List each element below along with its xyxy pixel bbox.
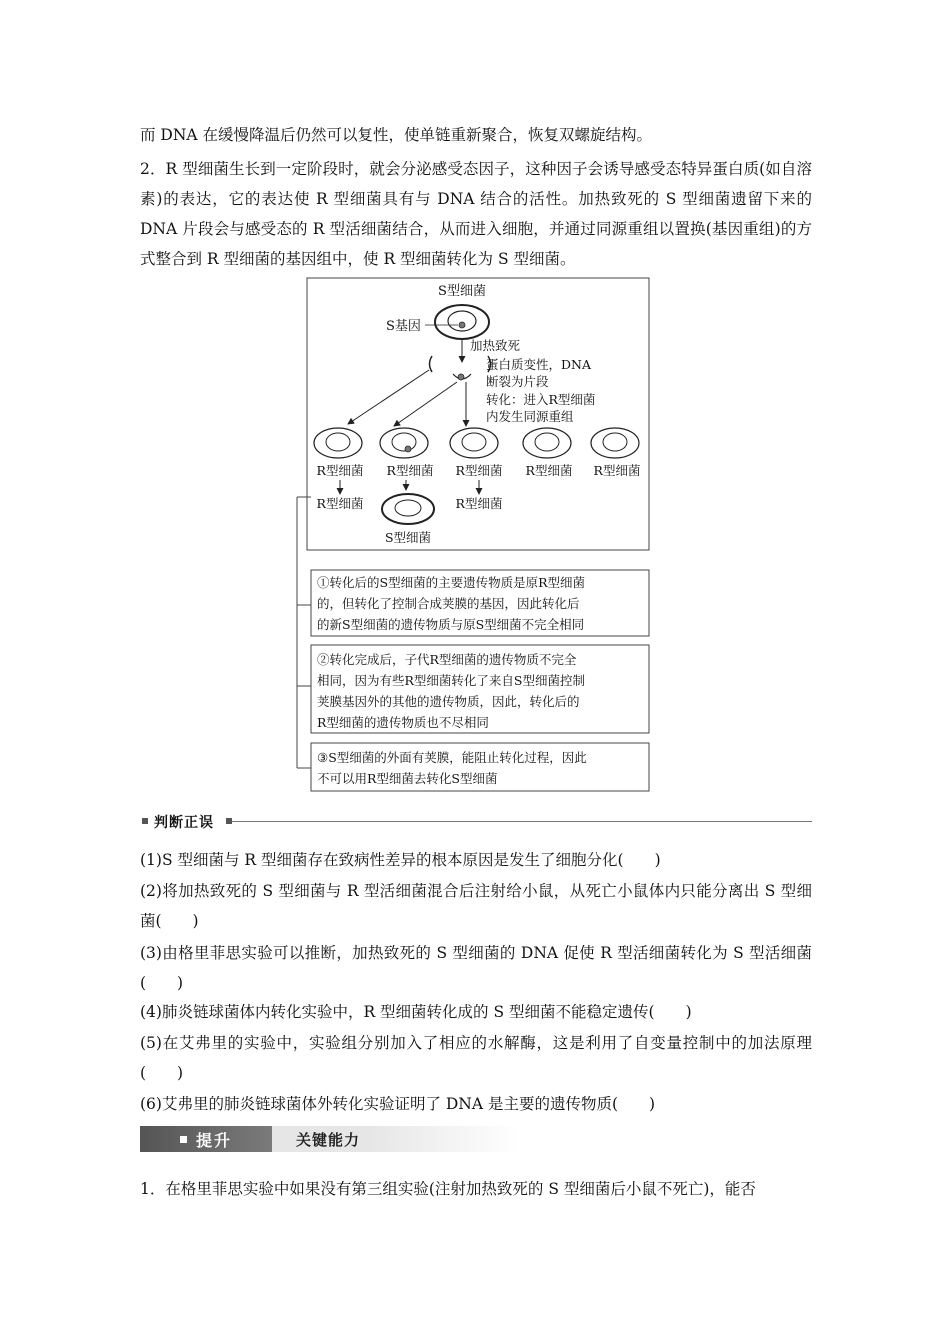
s-gene-dot — [459, 322, 465, 328]
judge-item-6: (6)艾弗里的肺炎链球菌体外转化实验证明了 DNA 是主要的遗传物质( ) — [140, 1095, 656, 1113]
r-label-1: R型细菌 — [316, 463, 364, 478]
r-cell-2 — [380, 428, 428, 458]
intro-paragraph-2: 2．R 型细菌生长到一定阶段时，就会分泌感受态因子，这种因子会诱导感受态特异蛋白质(如自溶素)的表达，它的表达使 R 型细菌具有与 DNA 结合的活性。加热致死的 S 型细菌遗留下来的 DNA 片段会与感受态的 R 型活细菌结合，从而进入细胞，并通过同源重组以置换(基因重组)的方式整合到 R 型细菌的基因组中，使 R 型细菌转化为 S 型细菌。 — [140, 160, 812, 268]
tisheng-label: 提升 — [196, 1131, 233, 1150]
note-2-line-3: 荚膜基因外的其他的遗传物质，因此，转化后的 — [317, 694, 580, 709]
judge-item-1: (1)S 型细菌与 R 型细菌存在致病性差异的根本原因是发生了细胞分化( ) — [140, 851, 661, 869]
judge-item-3: (3)由格里菲思实验可以推断，加热致死的 S 型细菌的 DNA 促使 R 型活细菌转化为 S 型活细菌( ) — [140, 944, 812, 992]
r-cell-4 — [523, 428, 571, 458]
step-transform-2: 内发生同源重组 — [486, 409, 574, 424]
judge-item-2: (2)将加热致死的 S 型细菌与 R 型活细菌混合后注射给小鼠，从死亡小鼠体内只能分离出 S 型细菌( ) — [140, 882, 812, 930]
note-2-line-4: R型细菌的遗传物质也不尽相同 — [317, 715, 489, 730]
r-label-4: R型细菌 — [525, 463, 573, 478]
r-label-2: R型细菌 — [386, 463, 434, 478]
note-3-line-1: ③S型细菌的外面有荚膜，能阻止转化过程，因此 — [317, 750, 587, 765]
r-cell-1 — [314, 428, 362, 458]
judge-title: 判断正误 — [154, 815, 214, 831]
offspring-s-cell-outer — [382, 494, 434, 524]
note-1-line-2: 的，但转化了控制合成荚膜的基因，因此转化后 — [317, 596, 580, 611]
transformation-diagram — [285, 276, 655, 796]
step-denature-1: 蛋白质变性，DNA — [486, 357, 591, 372]
note-2-line-1: ②转化完成后，子代R型细菌的遗传物质不完全 — [317, 652, 577, 667]
offspring-label-2: S型细菌 — [384, 530, 432, 545]
note-3-line-2: 不可以用R型细菌去转化S型细菌 — [317, 771, 498, 786]
note-1-line-1: ①转化后的S型细菌的主要遗传物质是原R型细菌 — [317, 575, 585, 590]
s-gene-label: S基因 — [386, 319, 421, 334]
r-label-3: R型细菌 — [455, 463, 503, 478]
tisheng-banner — [140, 1126, 520, 1152]
judge-item-4: (4)肺炎链球菌体内转化实验中，R 型细菌转化成的 S 型细菌不能稳定遗传( ) — [140, 1003, 692, 1021]
judge-section-header — [140, 812, 812, 832]
step-transform-1: 转化：进入R型细菌 — [486, 392, 596, 407]
judge-item-5: (5)在艾弗里的实验中，实验组分别加入了相应的水解酶，这是利用了自变量控制中的加法原理( ) — [140, 1034, 812, 1082]
r-cell-3 — [450, 428, 498, 458]
step-heat-kill: 加热致死 — [470, 338, 521, 353]
intro-line: 而 DNA 在缓慢降温后仍然可以复性，使单链重新聚合，恢复双螺旋结构。 — [140, 126, 653, 144]
offspring-label-1: R型细菌 — [316, 496, 364, 511]
note-1-line-3: 的新S型细菌的遗传物质与原S型细菌不完全相同 — [317, 617, 585, 632]
r-label-5: R型细菌 — [593, 463, 641, 478]
s-cell-label: S型细菌 — [438, 284, 486, 299]
r-cell-5 — [591, 428, 639, 458]
step-denature-2: 断裂为片段 — [486, 374, 549, 389]
note-2-line-2: 相同，因为有些R型细菌转化了来自S型细菌控制 — [317, 673, 585, 688]
offspring-label-3: R型细菌 — [455, 496, 503, 511]
key-ability-label: 关键能力 — [296, 1131, 361, 1149]
question-1: 1．在格里菲思实验中如果没有第三组实验(注射加热致死的 S 型细菌后小鼠不死亡)，能否 — [140, 1180, 756, 1198]
